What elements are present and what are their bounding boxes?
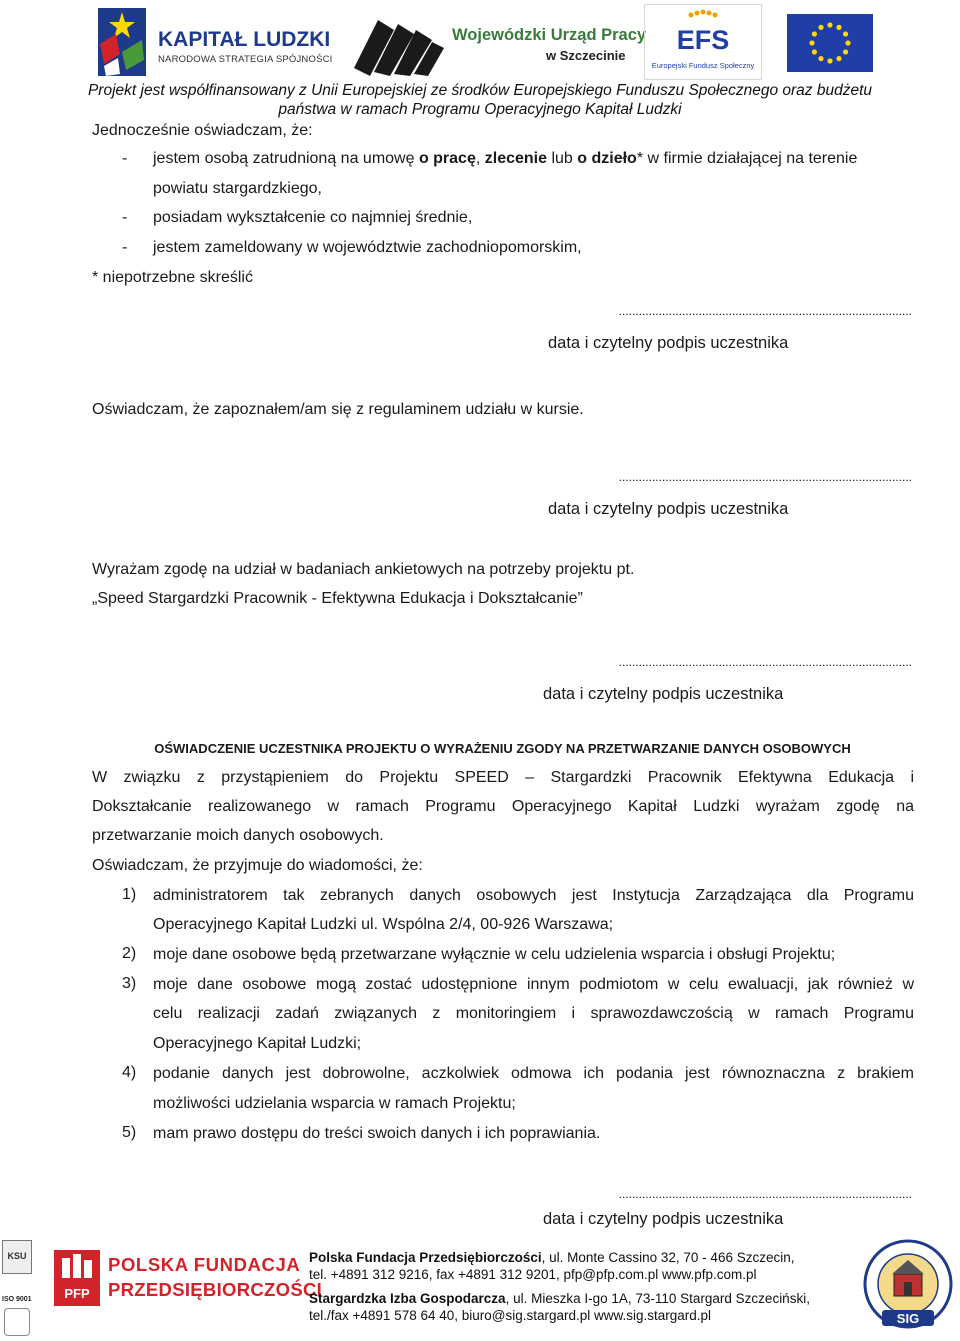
kapital-ludzki-logo (92, 4, 332, 80)
pfp-contact: tel. +4891 312 9216, fax +4891 312 9201, pfp@pfp.com.pl www.pfp.com.pl (309, 1267, 757, 1282)
contract-type-mandate: zlecenie (484, 150, 548, 167)
list-item-text: Operacyjnego Kapitał Ludzki; (153, 1035, 362, 1052)
list-number: 3) (122, 975, 137, 992)
list-number: 2) (122, 945, 137, 962)
efs-text: EFS (676, 25, 730, 55)
sig-name: Stargardzka Izba Gospodarcza (309, 1291, 506, 1306)
pfp-name: Polska Fundacja Przedsiębiorczości (309, 1250, 542, 1265)
sig-contact: tel./fax +4891 578 64 40, biuro@sig.stargard.pl www.sig.stargard.pl (309, 1308, 712, 1323)
list-item-text: celu realizacji zadań związanych z monitoringiem i sprawozdawczością w ramach Programu (153, 1005, 914, 1022)
list-item-text: administratorem tak zebranych danych osobowych jest Instytucja Zarządzająca dla Programu (153, 887, 914, 904)
signature-label: data i czytelny podpis uczestnika (548, 500, 789, 518)
separator-text: , (475, 150, 485, 167)
list-number: 1) (122, 886, 137, 903)
signature-line: ........................................................................................ (618, 470, 912, 484)
list-item-text: moje dane osobowe mogą zostać udostępnione innym podmiotom w celu ewaluacji, jak również w (153, 976, 914, 993)
pfp-emblem-icon (54, 1250, 100, 1306)
consent-paragraph-line-2: Dokształcanie realizowanego w ramach Programu Operacyjnego Kapitał Ludzki wyrażam zgodę na (92, 798, 914, 815)
signature-line: ........................................................................................ (618, 1187, 912, 1201)
consent-paragraph-line-1: W związku z przystąpieniem do Projektu SPEED – Stargardzki Pracownik Efektywna Edukacja i (92, 769, 914, 786)
eu-stars-icon (787, 14, 873, 72)
wup-emblem-icon (354, 16, 444, 76)
cofinancing-line-2: państwa w ramach Programu Operacyjnego Kapitał Ludzki (278, 101, 682, 118)
signature-label: data i czytelny podpis uczestnika (548, 334, 789, 352)
separator-text: lub (547, 150, 578, 167)
acknowledgement-intro: Oświadczam, że przyjmuje do wiadomości, że: (92, 857, 423, 874)
sig-logo (862, 1236, 954, 1336)
signature-label: data i czytelny podpis uczestnika (543, 1210, 784, 1228)
survey-consent: Wyrażam zgodę na udział w badaniach ankietowych na potrzeby projektu pt. (92, 561, 635, 578)
pfp-address (309, 1250, 794, 1265)
ksu-text: KSU (7, 1251, 27, 1261)
kapital-ludzki-title: KAPITAŁ LUDZKI (158, 28, 331, 51)
signature-line: ........................................................................................ (618, 304, 912, 318)
signature-label: data i czytelny podpis uczestnika (543, 685, 784, 703)
project-title: „Speed Stargardzki Pracownik - Efektywna Edukacja i Dokształcanie” (92, 590, 583, 607)
dash-1: - (122, 150, 128, 167)
pfp-logo-line-2: PRZEDSIĘBIORCZOŚCI (108, 1279, 323, 1300)
list-number: 5) (122, 1124, 137, 1141)
pfp-abbr: PFP (64, 1286, 90, 1301)
education-item: posiadam wykształcenie co najmniej średnie, (153, 209, 473, 226)
consent-paragraph-line-3: przetwarzanie moich danych osobowych. (92, 827, 384, 844)
list-item-text: możliwości udzielania wsparcia w ramach Projektu; (153, 1095, 516, 1112)
pfp-street: , ul. Monte Cassino 32, 70 - 466 Szczecin, (541, 1250, 795, 1265)
footnote: * niepotrzebne skreślić (92, 269, 253, 286)
cofinancing-line-1: Projekt jest współfinansowany z Unii Europejskiej ze środków Europejskiego Funduszu Społecznego oraz budżetu (87, 82, 873, 99)
employment-text-pre: jestem osobą zatrudnioną na umowę (153, 150, 419, 167)
list-item-text: moje dane osobowe będą przetwarzane wyłącznie w celu udzielenia wsparcia i obsługi Projektu; (153, 946, 836, 963)
employment-item-cont: powiatu stargardzkiego, (153, 180, 322, 197)
declaration-intro: Jednocześnie oświadczam, że: (92, 122, 313, 139)
wup-title: Wojewódzki Urząd Pracy (452, 26, 647, 44)
pfp-logo (54, 1250, 323, 1306)
list-item-text: mam prawo dostępu do treści swoich danych i ich poprawiania. (153, 1125, 601, 1142)
data-processing-heading: OŚWIADCZENIE UCZESTNIKA PROJEKTU O WYRAŻENIU ZGODY NA PRZETWARZANIE DANYCH OSOBOWYCH (154, 741, 851, 756)
contract-type-specific-work: o dzieło (577, 150, 637, 167)
dash-3: - (122, 239, 128, 256)
employment-text-post: * w firmie działającej na terenie (636, 150, 858, 167)
iso-badge-icon (4, 1308, 30, 1336)
efs-logo (644, 4, 762, 80)
signature-line: ........................................................................................ (618, 655, 912, 669)
dash-2: - (122, 209, 128, 226)
sig-address (309, 1291, 810, 1306)
residence-item: jestem zameldowany w województwie zachodniopomorskim, (153, 239, 582, 256)
wup-subtitle: w Szczecinie (546, 48, 626, 63)
sig-abbr: SIG (896, 1311, 920, 1326)
kapital-ludzki-emblem-icon (92, 4, 152, 80)
employment-item (153, 149, 857, 169)
kapital-ludzki-subtitle: NARODOWA STRATEGIA SPÓJNOŚCI (158, 54, 333, 65)
list-number: 4) (122, 1064, 137, 1081)
wup-logo (354, 16, 647, 78)
regulations-statement: Oświadczam, że zapoznałem/am się z regulaminem udziału w kursie. (92, 401, 584, 418)
ksu-logo (2, 1240, 32, 1274)
sig-emblem-icon (862, 1236, 954, 1336)
contract-type-work: o pracę (418, 150, 476, 167)
list-item-text: Operacyjnego Kapitał Ludzki ul. Wspólna 2/4, 00-926 Warszawa; (153, 916, 614, 933)
iso-label: ISO 9001 (2, 1296, 32, 1303)
sig-street: , ul. Mieszka I-go 1A, 73-110 Stargard Szczeciński, (505, 1291, 810, 1306)
pfp-logo-line-1: POLSKA FUNDACJA (108, 1254, 301, 1275)
list-item-text: podanie danych jest dobrowolne, aczkolwiek odmowa ich podania jest równoznaczna z brakiem (153, 1065, 914, 1082)
efs-emblem-icon (645, 5, 761, 55)
efs-subtitle: Europejski Fundusz Społeczny (651, 61, 755, 70)
eu-flag (787, 14, 873, 72)
